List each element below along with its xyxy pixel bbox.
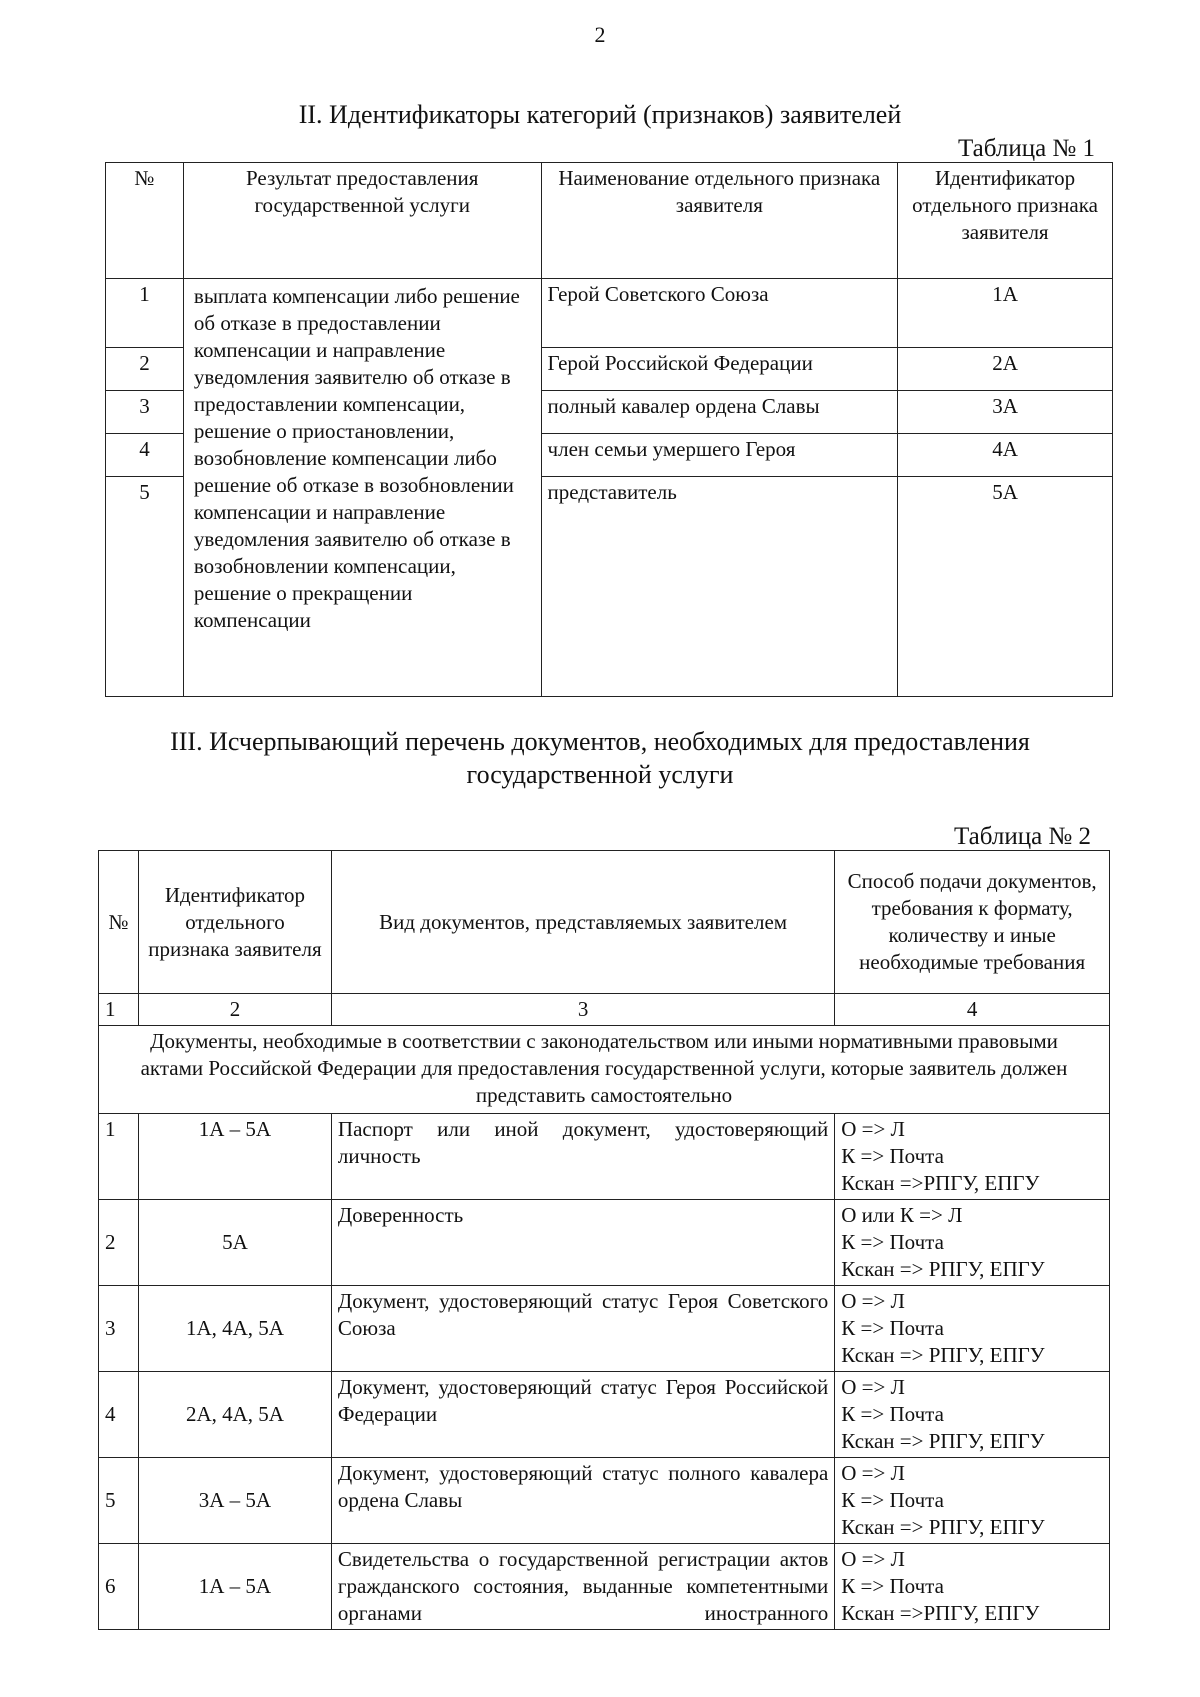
table-1-header [106, 163, 1113, 279]
row-document: Свидетельства о государственной регистрации актов гражданского состояния, выданные компетентными органами иностранного [331, 1544, 834, 1630]
method-line: К => Почта [841, 1316, 944, 1340]
row-document: Документ, удостоверяющий статус полного кавалера ордена Славы [331, 1458, 834, 1544]
header-name: Наименование отдельного признака заявителя [541, 163, 898, 279]
row-num: 4 [106, 434, 184, 477]
group-title-row [99, 1026, 1110, 1114]
method-line: К => Почта [841, 1402, 944, 1426]
row-document: Доверенность [331, 1200, 834, 1286]
table-2 [98, 850, 1110, 1630]
table-1-label: Таблица № 1 [958, 135, 1096, 162]
row-id: 1А [898, 279, 1113, 348]
row-method [835, 1544, 1110, 1630]
col-number: 2 [138, 994, 331, 1026]
row-name: полный кавалер ордена Славы [541, 391, 898, 434]
method-line: К => Почта [841, 1230, 944, 1254]
row-id: 3А [898, 391, 1113, 434]
header-num: № [99, 851, 139, 994]
method-line: Кскан => РПГУ, ЕПГУ [841, 1343, 1045, 1367]
header-submission-method: Способ подачи документов, требования к формату, количеству и иные необходимые требования [835, 851, 1110, 994]
method-line: Кскан => РПГУ, ЕПГУ [841, 1515, 1045, 1539]
row-name: Герой Советского Союза [541, 279, 898, 348]
method-line: О => Л [841, 1547, 905, 1571]
row-name: Герой Российской Федерации [541, 348, 898, 391]
method-line: О или К => Л [841, 1203, 963, 1227]
row-id: 2А [898, 348, 1113, 391]
result-text: выплата компенсации либо решение об отказе в предоставлении компенсации и направление уведомления заявителю об отказе в предоставлении компенсации, решение о приостановлении, возобновление компенсации либо решение об отказе в возобновлении компенсации и направление уведомления заявителю об отказе в возобновлении компенсации, решение о прекращении компенсации [183, 279, 541, 697]
row-num: 4 [99, 1372, 139, 1458]
row-num: 2 [106, 348, 184, 391]
row-ids: 3А – 5А [138, 1458, 331, 1544]
method-line: О => Л [841, 1117, 905, 1141]
method-line: Кскан => РПГУ, ЕПГУ [841, 1429, 1045, 1453]
table-row [99, 1200, 1110, 1286]
row-num: 3 [99, 1286, 139, 1372]
row-num: 3 [106, 391, 184, 434]
row-name: представитель [541, 477, 898, 697]
header-identifier: Идентификатор отдельного признака заявителя [898, 163, 1113, 279]
row-document: Паспорт или иной документ, удостоверяющий личность [331, 1114, 834, 1200]
method-line: О => Л [841, 1289, 905, 1313]
row-document: Документ, удостоверяющий статус Героя Советского Союза [331, 1286, 834, 1372]
row-method [835, 1200, 1110, 1286]
row-num: 2 [99, 1200, 139, 1286]
section-2-title: II. Идентификаторы категорий (признаков) заявителей [298, 100, 902, 129]
table-row [99, 1286, 1110, 1372]
row-document: Документ, удостоверяющий статус Героя Российской Федерации [331, 1372, 834, 1458]
group-title: Документы, необходимые в соответствии с законодательством или иными нормативными правовыми актами Российской Федерации для предоставления государственной услуги, которые заявитель должен представить самостоятельно [99, 1026, 1110, 1114]
column-numbers-row [99, 994, 1110, 1026]
table-2-header [99, 851, 1110, 994]
row-method [835, 1114, 1110, 1200]
row-method [835, 1372, 1110, 1458]
row-num: 5 [106, 477, 184, 697]
section-3-title-line2: государственной услуги [466, 760, 734, 789]
table-2-label: Таблица № 2 [954, 823, 1092, 850]
table-1 [105, 162, 1113, 697]
col-number: 3 [331, 994, 834, 1026]
row-method [835, 1458, 1110, 1544]
row-num: 1 [99, 1114, 139, 1200]
method-line: К => Почта [841, 1144, 944, 1168]
row-num: 5 [99, 1458, 139, 1544]
row-ids: 1А, 4А, 5А [138, 1286, 331, 1372]
method-line: Кскан => РПГУ, ЕПГУ [841, 1257, 1045, 1281]
table-row [99, 1372, 1110, 1458]
header-result: Результат предоставления государственной услуги [183, 163, 541, 279]
row-ids: 1А – 5А [138, 1114, 331, 1200]
method-line: О => Л [841, 1375, 905, 1399]
method-line: Кскан =>РПГУ, ЕПГУ [841, 1171, 1040, 1195]
col-number: 1 [99, 994, 139, 1026]
row-name: член семьи умершего Героя [541, 434, 898, 477]
row-method [835, 1286, 1110, 1372]
table-row [99, 1544, 1110, 1630]
row-ids: 5А [138, 1200, 331, 1286]
header-identifier: Идентификатор отдельного признака заявителя [138, 851, 331, 994]
header-document-type: Вид документов, представляемых заявителем [331, 851, 834, 994]
row-num: 6 [99, 1544, 139, 1630]
table-row [106, 279, 1113, 348]
method-line: О => Л [841, 1461, 905, 1485]
section-3-title-line1: III. Исчерпывающий перечень документов, необходимых для предоставления [170, 727, 1030, 756]
method-line: К => Почта [841, 1574, 944, 1598]
col-number: 4 [835, 994, 1110, 1026]
row-ids: 1А – 5А [138, 1544, 331, 1630]
page-number: 2 [594, 22, 606, 47]
table-row [99, 1458, 1110, 1544]
method-line: Кскан =>РПГУ, ЕПГУ [841, 1601, 1040, 1625]
row-num: 1 [106, 279, 184, 348]
row-id: 5А [898, 477, 1113, 697]
row-ids: 2А, 4А, 5А [138, 1372, 331, 1458]
table-row [99, 1114, 1110, 1200]
method-line: К => Почта [841, 1488, 944, 1512]
header-num: № [106, 163, 184, 279]
row-id: 4А [898, 434, 1113, 477]
